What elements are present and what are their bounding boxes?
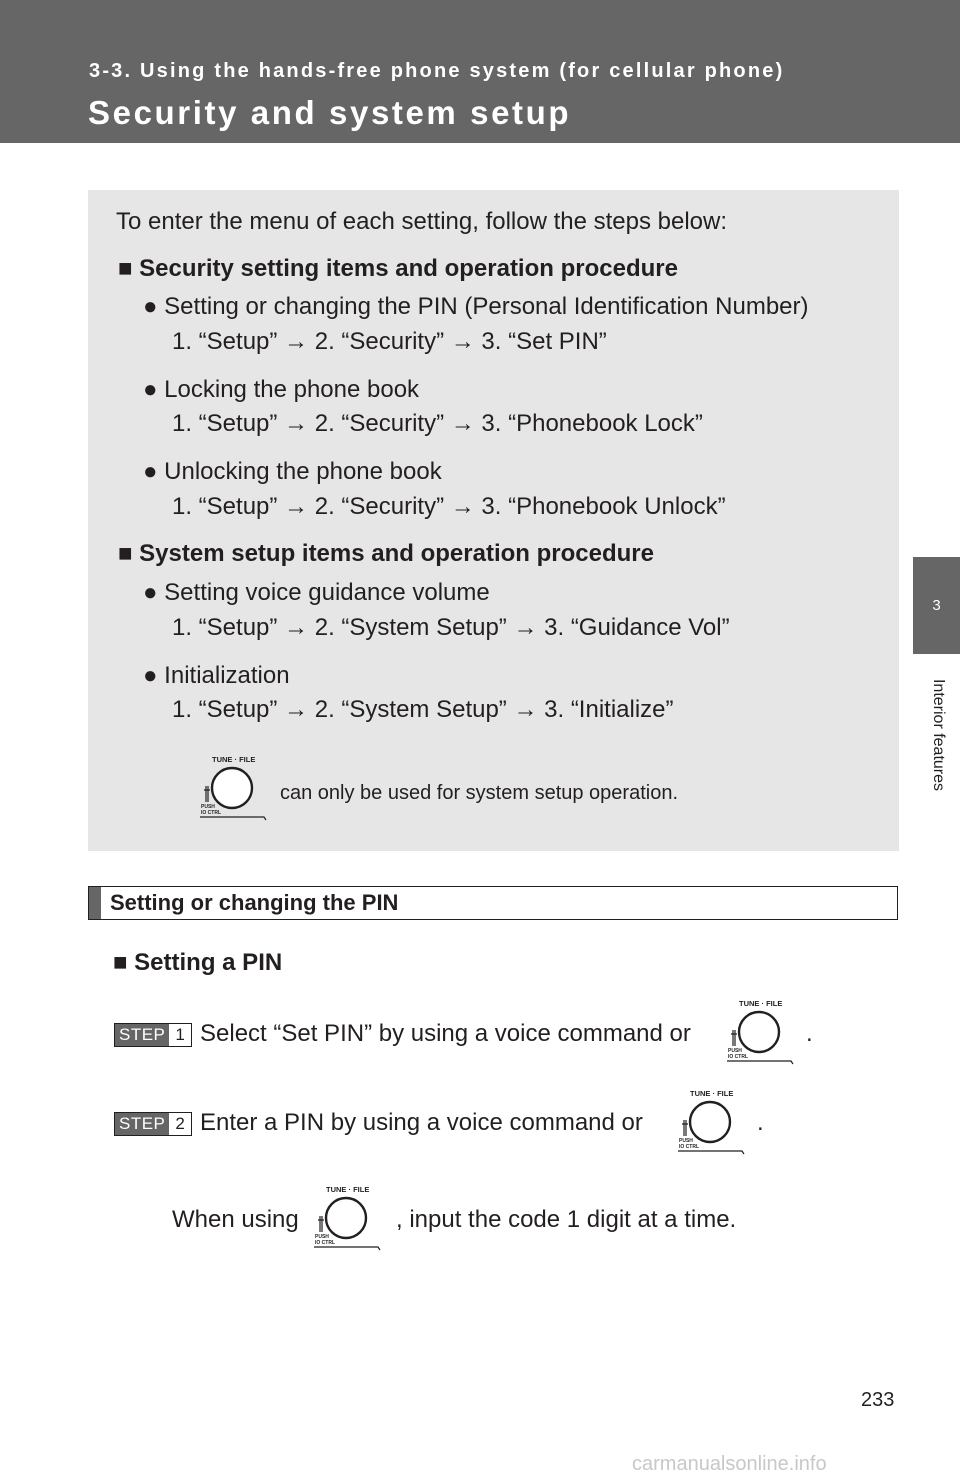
svg-text:PUSH: PUSH bbox=[315, 1234, 329, 1240]
bullet-icon: ● bbox=[143, 376, 158, 403]
watermark: carmanualsonline.info bbox=[632, 1453, 827, 1475]
tune-file-knob-icon bbox=[198, 750, 270, 822]
bullet-icon: ● bbox=[143, 579, 158, 606]
group-heading-system: ■ System setup items and operation procedure bbox=[118, 540, 654, 567]
bullet-icon: ● bbox=[143, 662, 158, 689]
section-bar-accent bbox=[89, 887, 101, 919]
page-number: 233 bbox=[861, 1389, 895, 1411]
list-item-title: ● Initialization bbox=[143, 662, 290, 689]
svg-text:IO CTRL: IO CTRL bbox=[679, 1144, 699, 1150]
svg-text:IO CTRL: IO CTRL bbox=[201, 810, 221, 816]
group-heading-security: ■ Security setting items and operation procedure bbox=[118, 255, 678, 282]
list-item-path: 1. “Setup” → 2. “System Setup” → 3. “Guidance Vol” bbox=[172, 614, 730, 641]
step-badge-2: STEP 2 bbox=[114, 1112, 192, 1136]
list-item-title: ● Setting or changing the PIN (Personal Identification Number) bbox=[143, 293, 809, 320]
list-item-path: 1. “Setup” → 2. “Security” → 3. “Phonebook Lock” bbox=[172, 410, 703, 437]
knob-note: can only be used for system setup operation. bbox=[280, 782, 679, 804]
page-title: Security and system setup bbox=[88, 94, 572, 131]
svg-text:IO CTRL: IO CTRL bbox=[315, 1240, 335, 1246]
tune-file-knob-icon bbox=[725, 994, 797, 1066]
tune-file-knob-icon bbox=[676, 1084, 748, 1156]
list-item-title: ● Unlocking the phone book bbox=[143, 458, 442, 485]
svg-text:TUNE · FILE: TUNE · FILE bbox=[690, 1089, 734, 1098]
svg-text:PUSH: PUSH bbox=[201, 804, 215, 810]
list-item-path: 1. “Setup” → 2. “Security” → 3. “Phonebook Unlock” bbox=[172, 493, 726, 520]
note-after: , input the code 1 digit at a time. bbox=[396, 1206, 737, 1233]
tune-file-knob-icon bbox=[312, 1180, 384, 1252]
svg-text:IO CTRL: IO CTRL bbox=[728, 1054, 748, 1060]
step-1-text: Select “Set PIN” by using a voice command or bbox=[200, 1020, 691, 1047]
chapter-number: 3 bbox=[932, 597, 941, 614]
chapter-label: Interior features bbox=[930, 678, 947, 792]
svg-text:TUNE · FILE: TUNE · FILE bbox=[326, 1185, 370, 1194]
svg-text:PUSH: PUSH bbox=[679, 1138, 693, 1144]
svg-text:TUNE · FILE: TUNE · FILE bbox=[212, 755, 256, 764]
note-before: When using bbox=[172, 1206, 299, 1233]
square-bullet-icon: ■ bbox=[118, 540, 133, 567]
bullet-icon: ● bbox=[143, 293, 158, 320]
step-2-period: . bbox=[757, 1109, 764, 1136]
info-box bbox=[88, 190, 899, 851]
chapter-tab bbox=[913, 557, 960, 654]
section-title-bar bbox=[88, 886, 898, 920]
svg-text:PUSH: PUSH bbox=[728, 1048, 742, 1054]
list-item-title: ● Locking the phone book bbox=[143, 376, 420, 403]
page-header bbox=[0, 0, 960, 143]
list-item-path: 1. “Setup” → 2. “Security” → 3. “Set PIN” bbox=[172, 328, 607, 355]
section-subtitle: 3-3. Using the hands-free phone system (for cellular phone) bbox=[89, 60, 785, 82]
section-title: Setting or changing the PIN bbox=[110, 890, 399, 915]
step-1-period: . bbox=[806, 1020, 813, 1047]
step-2-text: Enter a PIN by using a voice command or bbox=[200, 1109, 643, 1136]
subheading: ■ Setting a PIN bbox=[113, 949, 283, 976]
info-intro: To enter the menu of each setting, follow the steps below: bbox=[116, 208, 728, 235]
bullet-icon: ● bbox=[143, 458, 158, 485]
square-bullet-icon: ■ bbox=[118, 255, 133, 282]
list-item-title: ● Setting voice guidance volume bbox=[143, 579, 490, 606]
list-item-path: 1. “Setup” → 2. “System Setup” → 3. “Initialize” bbox=[172, 696, 674, 723]
step-badge-1: STEP 1 bbox=[114, 1023, 192, 1047]
svg-text:TUNE · FILE: TUNE · FILE bbox=[739, 999, 783, 1008]
square-bullet-icon: ■ bbox=[113, 949, 128, 976]
